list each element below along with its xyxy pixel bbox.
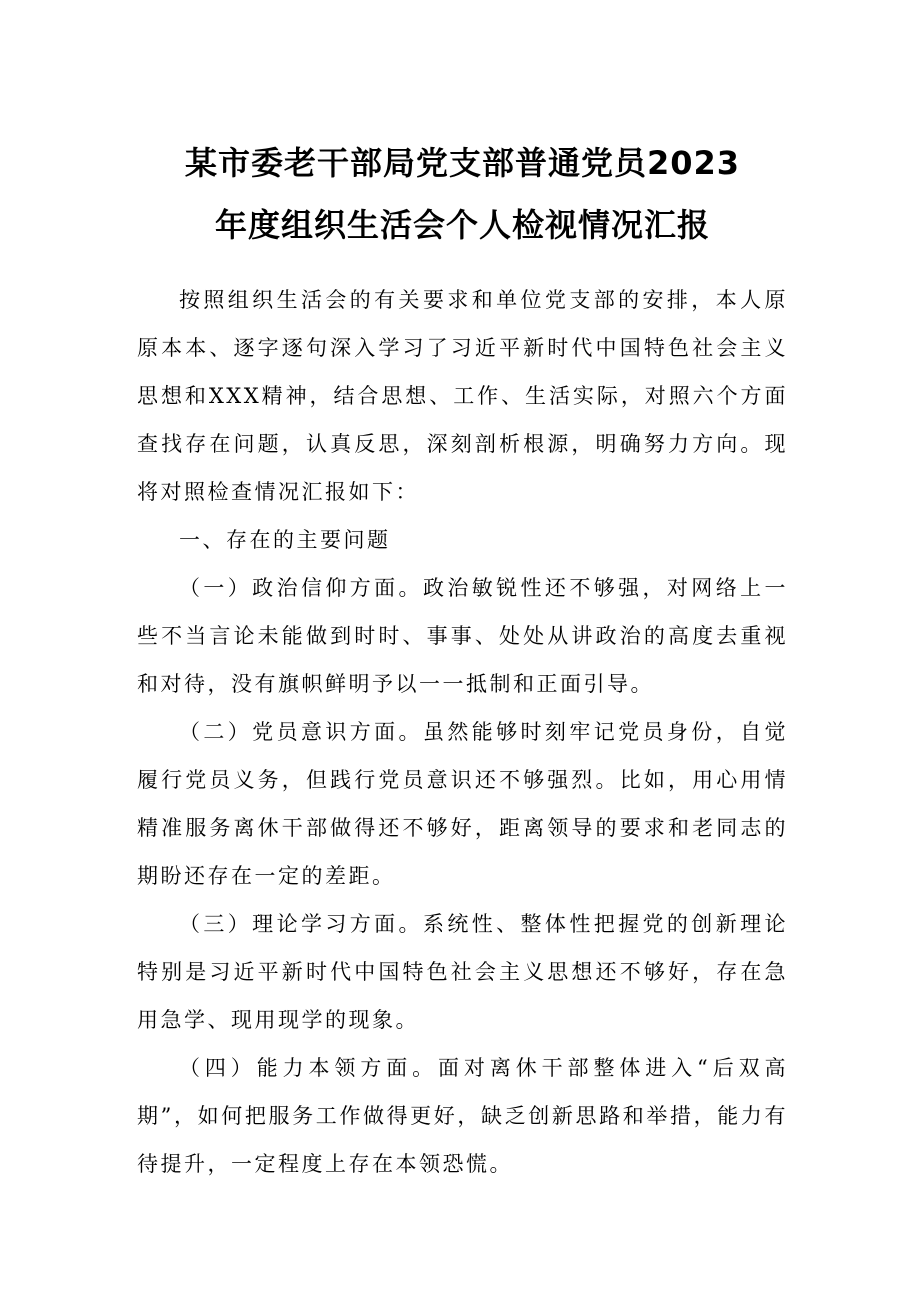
title-line-1: 某市委老干部局党支部普通党员2023	[184, 144, 741, 182]
title-line-2: 年度组织生活会个人检视情况汇报	[214, 206, 710, 244]
document-body	[137, 276, 788, 1188]
paragraph-theory-study: （三）理论学习方面。系统性、整体性把握党的创新理论特别是习近平新时代中国特色社会主义思想还不够好，存在急用急学、现用现学的现象。	[137, 912, 788, 1032]
paragraph-political-belief: （一）政治信仰方面。政治敏锐性还不够强，对网络上一些不当言论未能做到时时、事事、处处从讲政治的高度去重视和对待，没有旗帜鲜明予以一一抵制和正面引导。	[137, 576, 788, 696]
section-heading-main-problems: 一、存在的主要问题	[179, 528, 391, 552]
paragraph-ability: （四）能力本领方面。面对离休干部整体进入“后双高期”，如何把服务工作做得更好，缺乏创新思路和举措，能力有待提升，一定程度上存在本领恐慌。	[137, 1056, 788, 1176]
paragraph-party-awareness: （二）党员意识方面。虽然能够时刻牢记党员身份，自觉履行党员义务，但践行党员意识还不够强烈。比如，用心用情精准服务离休干部做得还不够好，距离领导的要求和老同志的期盼还存在一定的差距。	[137, 720, 788, 888]
document-title	[137, 132, 788, 256]
intro-paragraph: 按照组织生活会的有关要求和单位党支部的安排，本人原原本本、逐字逐句深入学习了习近平新时代中国特色社会主义思想和XXX精神，结合思想、工作、生活实际，对照六个方面查找存在问题，认真反思，深刻剖析根源，明确努力方向。现将对照检查情况汇报如下：	[137, 288, 788, 504]
